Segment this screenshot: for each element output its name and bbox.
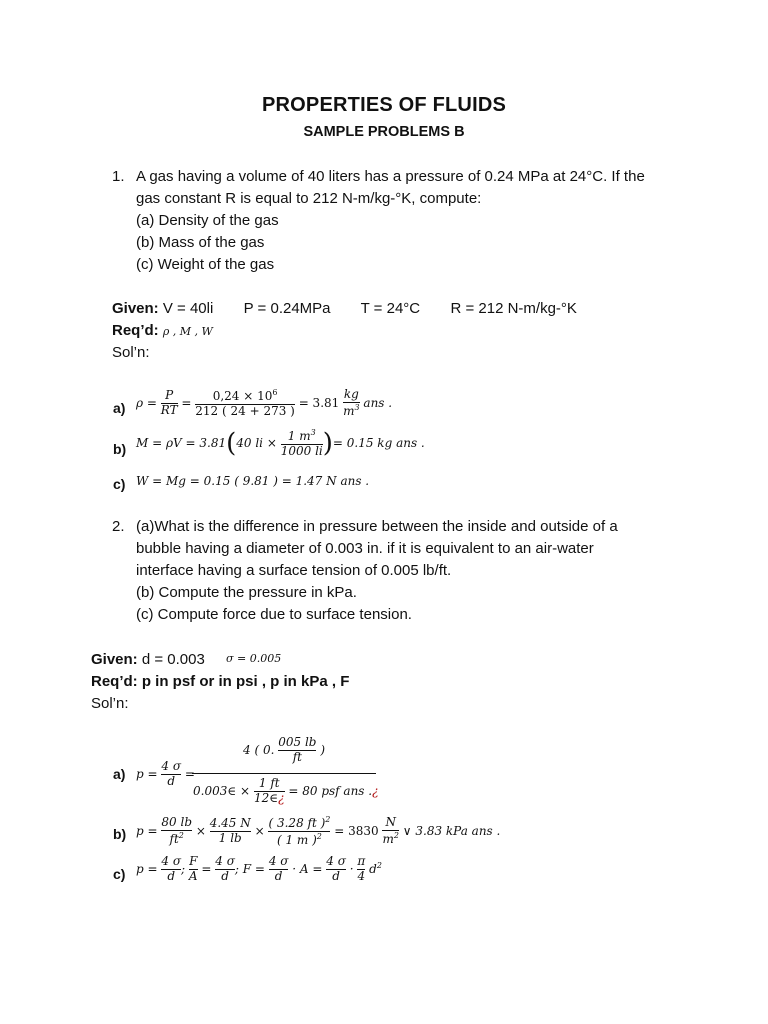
problem-2-reqd xyxy=(91,673,349,690)
eq-result: = 3.81 xyxy=(298,395,340,410)
fraction-bar xyxy=(192,773,376,774)
reqd-label: Req’d: xyxy=(112,322,159,339)
frac-num xyxy=(195,388,295,404)
frac-num: 005 lb xyxy=(278,735,317,749)
fraction xyxy=(268,815,330,848)
frac-den: 1 lb xyxy=(210,831,251,846)
frac-den: 1000 li xyxy=(280,443,323,458)
eq-tail: ans . xyxy=(363,395,393,410)
frac-den: d xyxy=(215,869,235,884)
eq-lhs: p = xyxy=(136,766,158,781)
frac-num-text: 1 m xyxy=(287,429,311,443)
frac-den xyxy=(382,830,398,847)
exponent: 3 xyxy=(354,402,360,412)
frac-num: 4 σ xyxy=(268,854,289,868)
frac-num-text: 0,24 × 10 xyxy=(212,389,273,403)
exponent: 2 xyxy=(393,830,399,840)
red-glyph: ¿ xyxy=(278,790,285,805)
problem-2-eq-c xyxy=(136,855,382,884)
unit-fraction xyxy=(382,816,398,847)
frac-den: RT xyxy=(160,402,178,417)
eq-tail: d xyxy=(369,861,377,876)
problem-2-b-label: b) xyxy=(113,826,127,842)
problem-2-eq-a-lhs xyxy=(136,760,195,789)
exponent: 2 xyxy=(376,860,382,870)
fraction xyxy=(161,760,181,789)
frac-den xyxy=(343,402,359,419)
reqd-label: Req’d: xyxy=(91,673,138,690)
frac-den-text: ft xyxy=(169,831,179,846)
problem-2-a-label: a) xyxy=(113,766,126,782)
exponent: 6 xyxy=(272,388,278,397)
frac-num: N xyxy=(385,815,396,829)
given-gas-constant: R = 212 N-m/kg-°K xyxy=(450,300,577,317)
eq-sign: = xyxy=(201,861,212,876)
frac-num: 4 σ xyxy=(215,854,235,868)
problem-1-line-3: (a) Density of the gas xyxy=(136,212,279,229)
problem-1-soln-label: Sol’n: xyxy=(112,344,150,361)
separator: ; F = xyxy=(234,861,265,876)
problem-1-line-2: gas constant R is equal to 212 N-m/kg-°K, compute: xyxy=(136,190,482,207)
dot-a: · A = xyxy=(292,861,323,876)
frac-num: π xyxy=(357,854,366,868)
problem-2-c-label: c) xyxy=(113,866,126,882)
fraction xyxy=(278,736,316,765)
given-pressure: P = 0.24MPa xyxy=(243,300,331,317)
times: × xyxy=(195,823,206,838)
problem-1-b-label: b) xyxy=(113,441,127,457)
exponent: 2 xyxy=(325,815,331,824)
eq-lhs: M = ρV = 3.81 xyxy=(136,435,227,450)
fraction xyxy=(357,855,365,884)
problem-2-soln-label: Sol’n: xyxy=(91,695,129,712)
dot: · xyxy=(349,861,354,876)
problem-2-line-2: bubble having a diameter of 0.003 in. if it is equivalent to an air-water xyxy=(136,540,594,557)
exponent: 3 xyxy=(310,428,316,437)
fraction xyxy=(215,855,235,884)
unit-fraction xyxy=(343,388,359,419)
frac-den: d xyxy=(269,869,289,884)
frac-den-text: ( 1 m ) xyxy=(276,832,317,847)
fraction xyxy=(161,389,178,418)
den-pre: 0.003∈ × xyxy=(193,783,251,798)
frac-den-text: 12∈ xyxy=(253,790,279,805)
given-temperature: T = 24°C xyxy=(360,300,421,317)
problem-1-eq-b xyxy=(136,428,425,459)
fraction xyxy=(161,855,181,884)
frac-den xyxy=(268,831,330,848)
frac-den-text: m xyxy=(382,831,394,846)
eq-lhs: p = xyxy=(136,861,158,876)
frac-num: F xyxy=(189,854,198,868)
frac-num: 80 lb xyxy=(161,815,192,829)
problem-1-line-1: A gas having a volume of 40 liters has a pressure of 0.24 MPa at 24°C. If the xyxy=(136,168,645,185)
problem-2-eq-a-big-num xyxy=(192,736,376,765)
red-glyph: ¿ xyxy=(372,783,379,798)
num-post: ) xyxy=(320,742,325,757)
given-label: Given: xyxy=(91,651,138,668)
den-post: = 80 psf ans . xyxy=(288,783,373,798)
given-diameter: d = 0.003 xyxy=(141,651,205,668)
frac-num: 4 σ xyxy=(161,759,182,773)
frac-num-text: ( 3.28 ft ) xyxy=(268,816,326,830)
given-surface-tension: σ = 0.005 xyxy=(226,652,282,665)
fraction xyxy=(269,855,289,884)
fraction xyxy=(254,777,285,806)
page-subtitle: SAMPLE PROBLEMS B xyxy=(303,124,465,140)
frac-num: 4 σ xyxy=(326,854,346,868)
problem-2-line-3: interface having a surface tension of 0.005 lb/ft. xyxy=(136,562,452,579)
frac-den-text: m xyxy=(343,403,355,418)
given-volume: V = 40li xyxy=(162,300,214,317)
problem-1-c-label: c) xyxy=(113,476,126,492)
eq-lhs: ρ = xyxy=(136,395,157,410)
frac-num: 1 ft xyxy=(258,776,280,790)
given-label: Given: xyxy=(112,300,159,317)
paren: ( xyxy=(226,428,237,459)
fraction xyxy=(161,816,192,847)
problem-1-reqd xyxy=(112,322,213,339)
frac-den: A xyxy=(188,868,198,883)
eq-lhs: p = xyxy=(136,823,158,838)
problem-2-eq-b xyxy=(136,815,500,848)
frac-den: ft xyxy=(278,750,316,765)
reqd-value: p in psf or in psi , p in kPa , F xyxy=(141,673,350,690)
frac-den: d xyxy=(161,774,181,789)
frac-num: 4 σ xyxy=(161,854,182,868)
problem-2-given xyxy=(91,651,205,668)
eq-sign: = xyxy=(184,766,195,781)
problem-2-eq-a-big-den xyxy=(193,777,379,806)
problem-1-eq-a: ρ = $\frac{P}{RT}$ = $\frac{0,24 \times 10^6}{212 ( 24 + 273 )}$ = 3.81 $\frac{kg}{m^3}$ ans . xyxy=(136,387,393,418)
frac-den: 4 xyxy=(357,868,366,883)
fraction xyxy=(281,428,323,459)
eq-result: = 3830 xyxy=(334,823,379,838)
exponent: 2 xyxy=(178,830,184,840)
problem-2-line-5: (c) Compute force due to surface tension. xyxy=(136,606,412,623)
page-title: PROPERTIES OF FLUIDS xyxy=(261,94,507,116)
frac-num xyxy=(268,815,330,831)
problem-1-given xyxy=(112,300,577,317)
problem-1-number: 1. xyxy=(112,168,125,185)
problem-1-eq-c: W = Mg = 0.15 ( 9.81 ) = 1.47 N ans . xyxy=(136,474,370,488)
times: × xyxy=(254,823,265,838)
fraction xyxy=(189,855,198,884)
problem-2-number: 2. xyxy=(112,518,125,535)
eq-tail: ∨ 3.83 kPa ans . xyxy=(402,823,501,838)
exponent: 2 xyxy=(316,831,322,841)
frac-den: d xyxy=(326,869,346,884)
frac-num xyxy=(281,428,323,444)
frac-num: P xyxy=(165,388,174,402)
problem-1-line-5: (c) Weight of the gas xyxy=(136,256,275,273)
fraction xyxy=(326,855,346,884)
problem-1-a-label: a) xyxy=(113,400,126,416)
frac-den xyxy=(161,830,192,847)
frac-num: 4.45 N xyxy=(209,816,251,830)
frac-num: kg xyxy=(343,387,359,401)
problem-1-line-4: (b) Mass of the gas xyxy=(136,234,265,251)
eq-inner: 40 li × xyxy=(236,435,277,450)
separator: ; xyxy=(181,861,189,876)
reqd-value: ρ , M , W xyxy=(162,325,213,338)
problem-2-line-1: (a)What is the difference in pressure between the inside and outside of a xyxy=(136,518,618,535)
eq-tail: = 0.15 kg ans . xyxy=(332,435,425,450)
num-pre: 4 ( 0. xyxy=(243,742,275,757)
frac-den: 212 ( 24 + 273 ) xyxy=(195,403,295,418)
fraction xyxy=(210,817,251,846)
paren: ) xyxy=(322,428,333,459)
problem-2-line-4: (b) Compute the pressure in kPa. xyxy=(136,584,357,601)
fraction xyxy=(195,388,295,419)
frac-den: d xyxy=(161,869,181,884)
frac-den xyxy=(254,791,285,806)
